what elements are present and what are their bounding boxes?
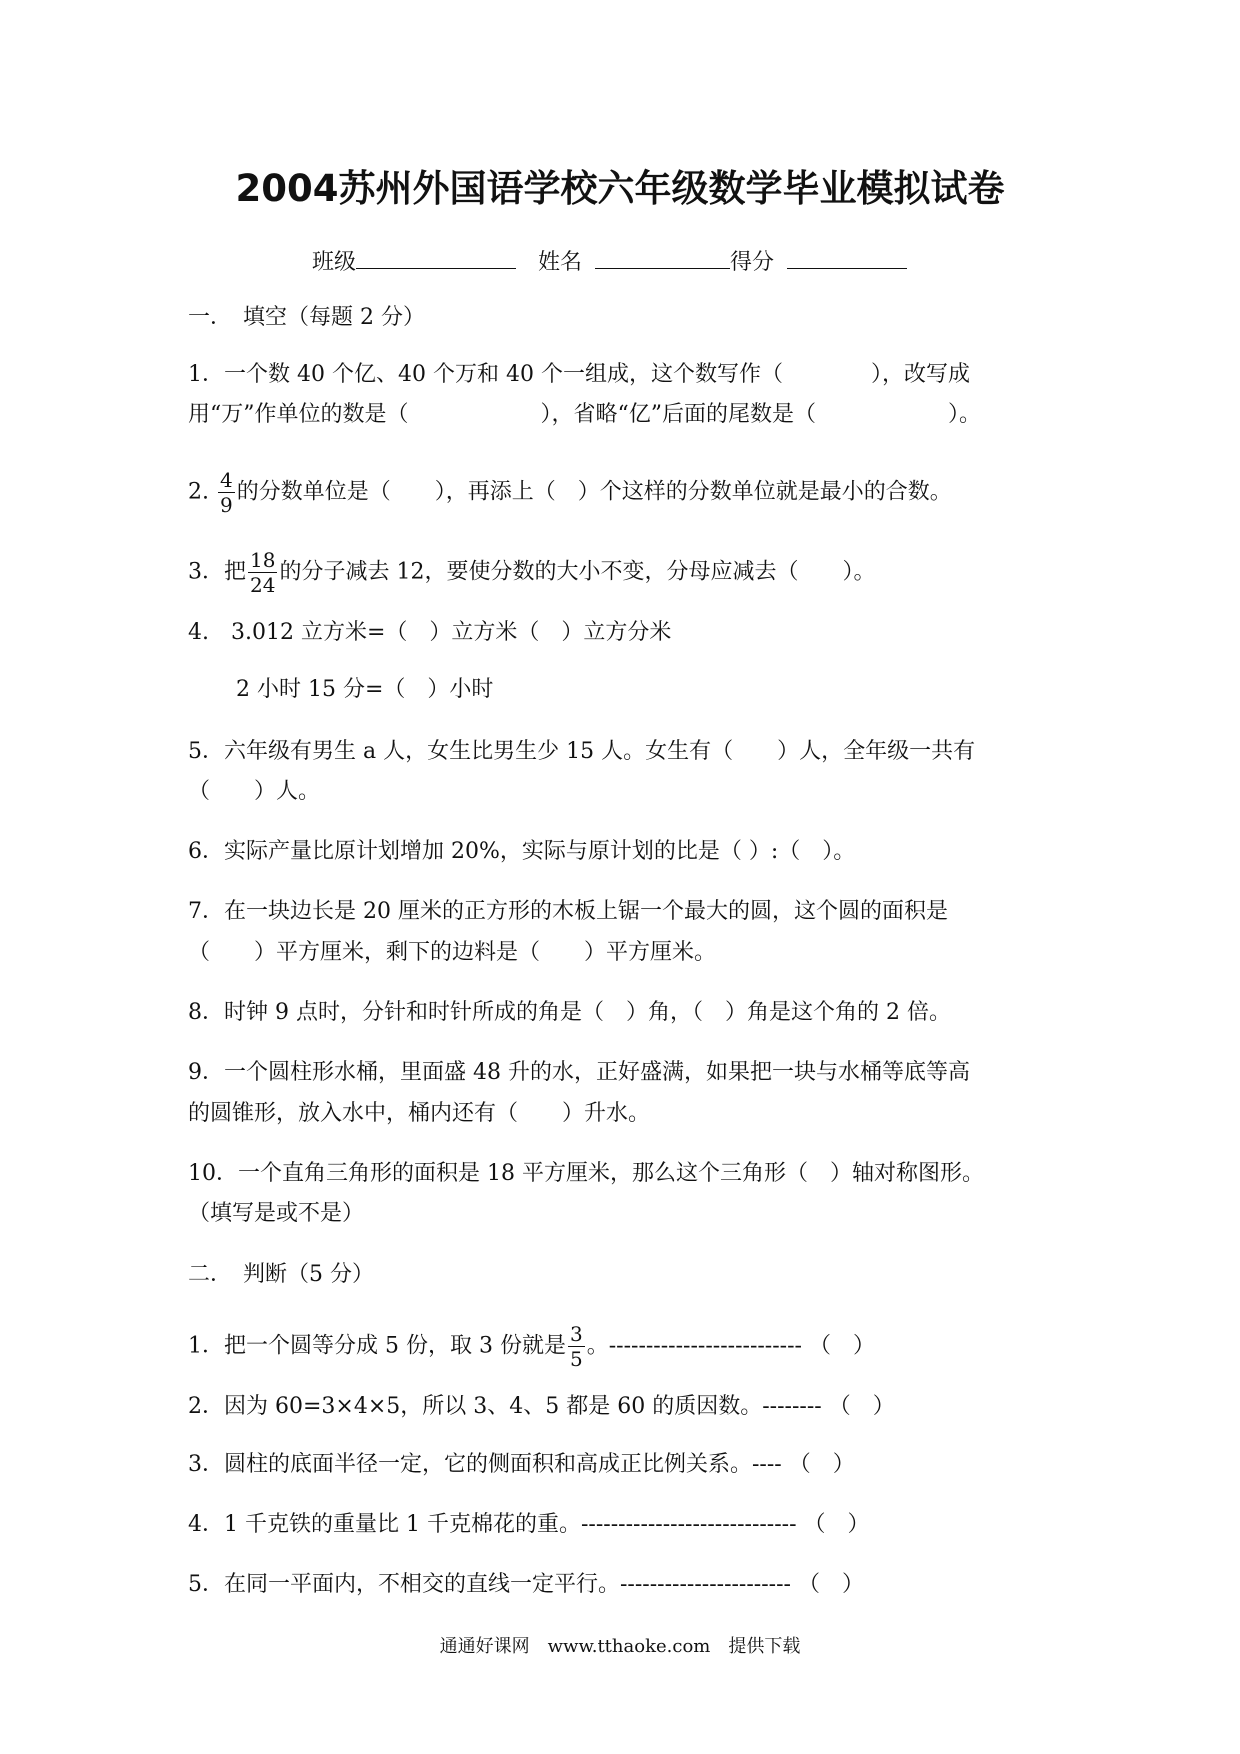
name-field[interactable] — [595, 244, 730, 269]
question-5-line2: （ ）人。 — [188, 779, 321, 804]
fraction-18-24 — [248, 548, 277, 597]
question-9-line1: 9．一个圆柱形水桶，里面盛 48 升的水，正好盛满，如果把一块与水桶等底等高 — [188, 1060, 970, 1085]
judge-question-3: 3．圆柱的底面半径一定，它的侧面积和高成正比例关系。---- （ ） — [188, 1452, 855, 1477]
fraction-numerator: 3 — [569, 1322, 583, 1346]
fraction-numerator: 4 — [220, 468, 233, 492]
fraction-3-5 — [568, 1322, 585, 1371]
judge-question-1 — [188, 1322, 875, 1371]
name-label: 姓名 — [538, 250, 583, 275]
question-7-line1: 7．在一块边长是 20 厘米的正方形的木板上锯一个最大的圆，这个圆的面积是 — [188, 899, 948, 924]
judge-question-2: 2．因为 60=3×4×5，所以 3、4、5 都是 60 的质因数。-------- （ ） — [188, 1394, 895, 1419]
class-field[interactable] — [356, 244, 516, 269]
score-label: 得分 — [730, 250, 775, 275]
section2-heading: 二． 判断（5 分） — [188, 1262, 374, 1287]
question-3 — [188, 548, 875, 597]
exam-title: 2004苏州外国语学校六年级数学毕业模拟试卷 — [235, 167, 1005, 210]
question-4-line1: 4. 3.012 立方米=（ ）立方米（ ）立方分米 — [188, 620, 672, 645]
judge-question-4: 4．1 千克铁的重量比 1 千克棉花的重。----------------------------- （ ） — [188, 1512, 870, 1537]
question-7-line2: （ ）平方厘米，剩下的边料是（ ）平方厘米。 — [188, 940, 717, 965]
fraction-denominator: 5 — [569, 1347, 583, 1371]
page-footer: 通通好课网 www.tthaoke.com 提供下载 — [439, 1636, 801, 1657]
class-label: 班级 — [312, 250, 357, 275]
fraction-4-9 — [218, 468, 235, 517]
question-6: 6．实际产量比原计划增加 20%，实际与原计划的比是（ ）:（ ）。 — [188, 839, 856, 864]
question-3-text: 的分子减去 12，要使分数的大小不变，分母应减去（ ）。 — [279, 559, 876, 585]
judge-1-suffix: 。-------------------------- （ ） — [586, 1333, 875, 1359]
question-4-line2: 2 小时 15 分=（ ）小时 — [236, 677, 494, 702]
question-2 — [188, 468, 952, 517]
fraction-denominator: 9 — [220, 493, 233, 517]
question-3-prefix: 3．把 — [188, 559, 246, 585]
score-field[interactable] — [787, 244, 907, 269]
question-2-number: 2. — [188, 479, 209, 505]
question-1-line1: 1．一个数 40 个亿、40 个万和 40 个一组成，这个数写作（ ），改写成 — [188, 362, 970, 387]
section1-heading: 一． 填空（每题 2 分） — [188, 305, 425, 330]
fraction-denominator: 24 — [250, 573, 276, 597]
question-1-line2: 用“万”作单位的数是（ ），省略“亿”后面的尾数是（ ）。 — [188, 402, 981, 427]
fraction-numerator: 18 — [250, 548, 276, 572]
question-5-line1: 5．六年级有男生 a 人，女生比男生少 15 人。女生有（ ）人，全年级一共有 — [188, 739, 976, 764]
question-10-line2: （填写是或不是） — [188, 1201, 365, 1226]
judge-1-prefix: 1．把一个圆等分成 5 份，取 3 份就是 — [188, 1333, 566, 1359]
question-10-line1: 10．一个直角三角形的面积是 18 平方厘米，那么这个三角形（ ）轴对称图形。 — [188, 1161, 984, 1186]
question-2-text: 的分数单位是（ ），再添上（ ）个这样的分数单位就是最小的合数。 — [236, 479, 952, 505]
question-9-line2: 的圆锥形，放入水中，桶内还有（ ）升水。 — [188, 1101, 651, 1126]
student-info-row — [312, 244, 907, 278]
question-8: 8．时钟 9 点时，分针和时针所成的角是（ ）角，（ ）角是这个角的 2 倍。 — [188, 1000, 951, 1025]
judge-question-5: 5．在同一平面内，不相交的直线一定平行。----------------------- （ ） — [188, 1572, 864, 1597]
